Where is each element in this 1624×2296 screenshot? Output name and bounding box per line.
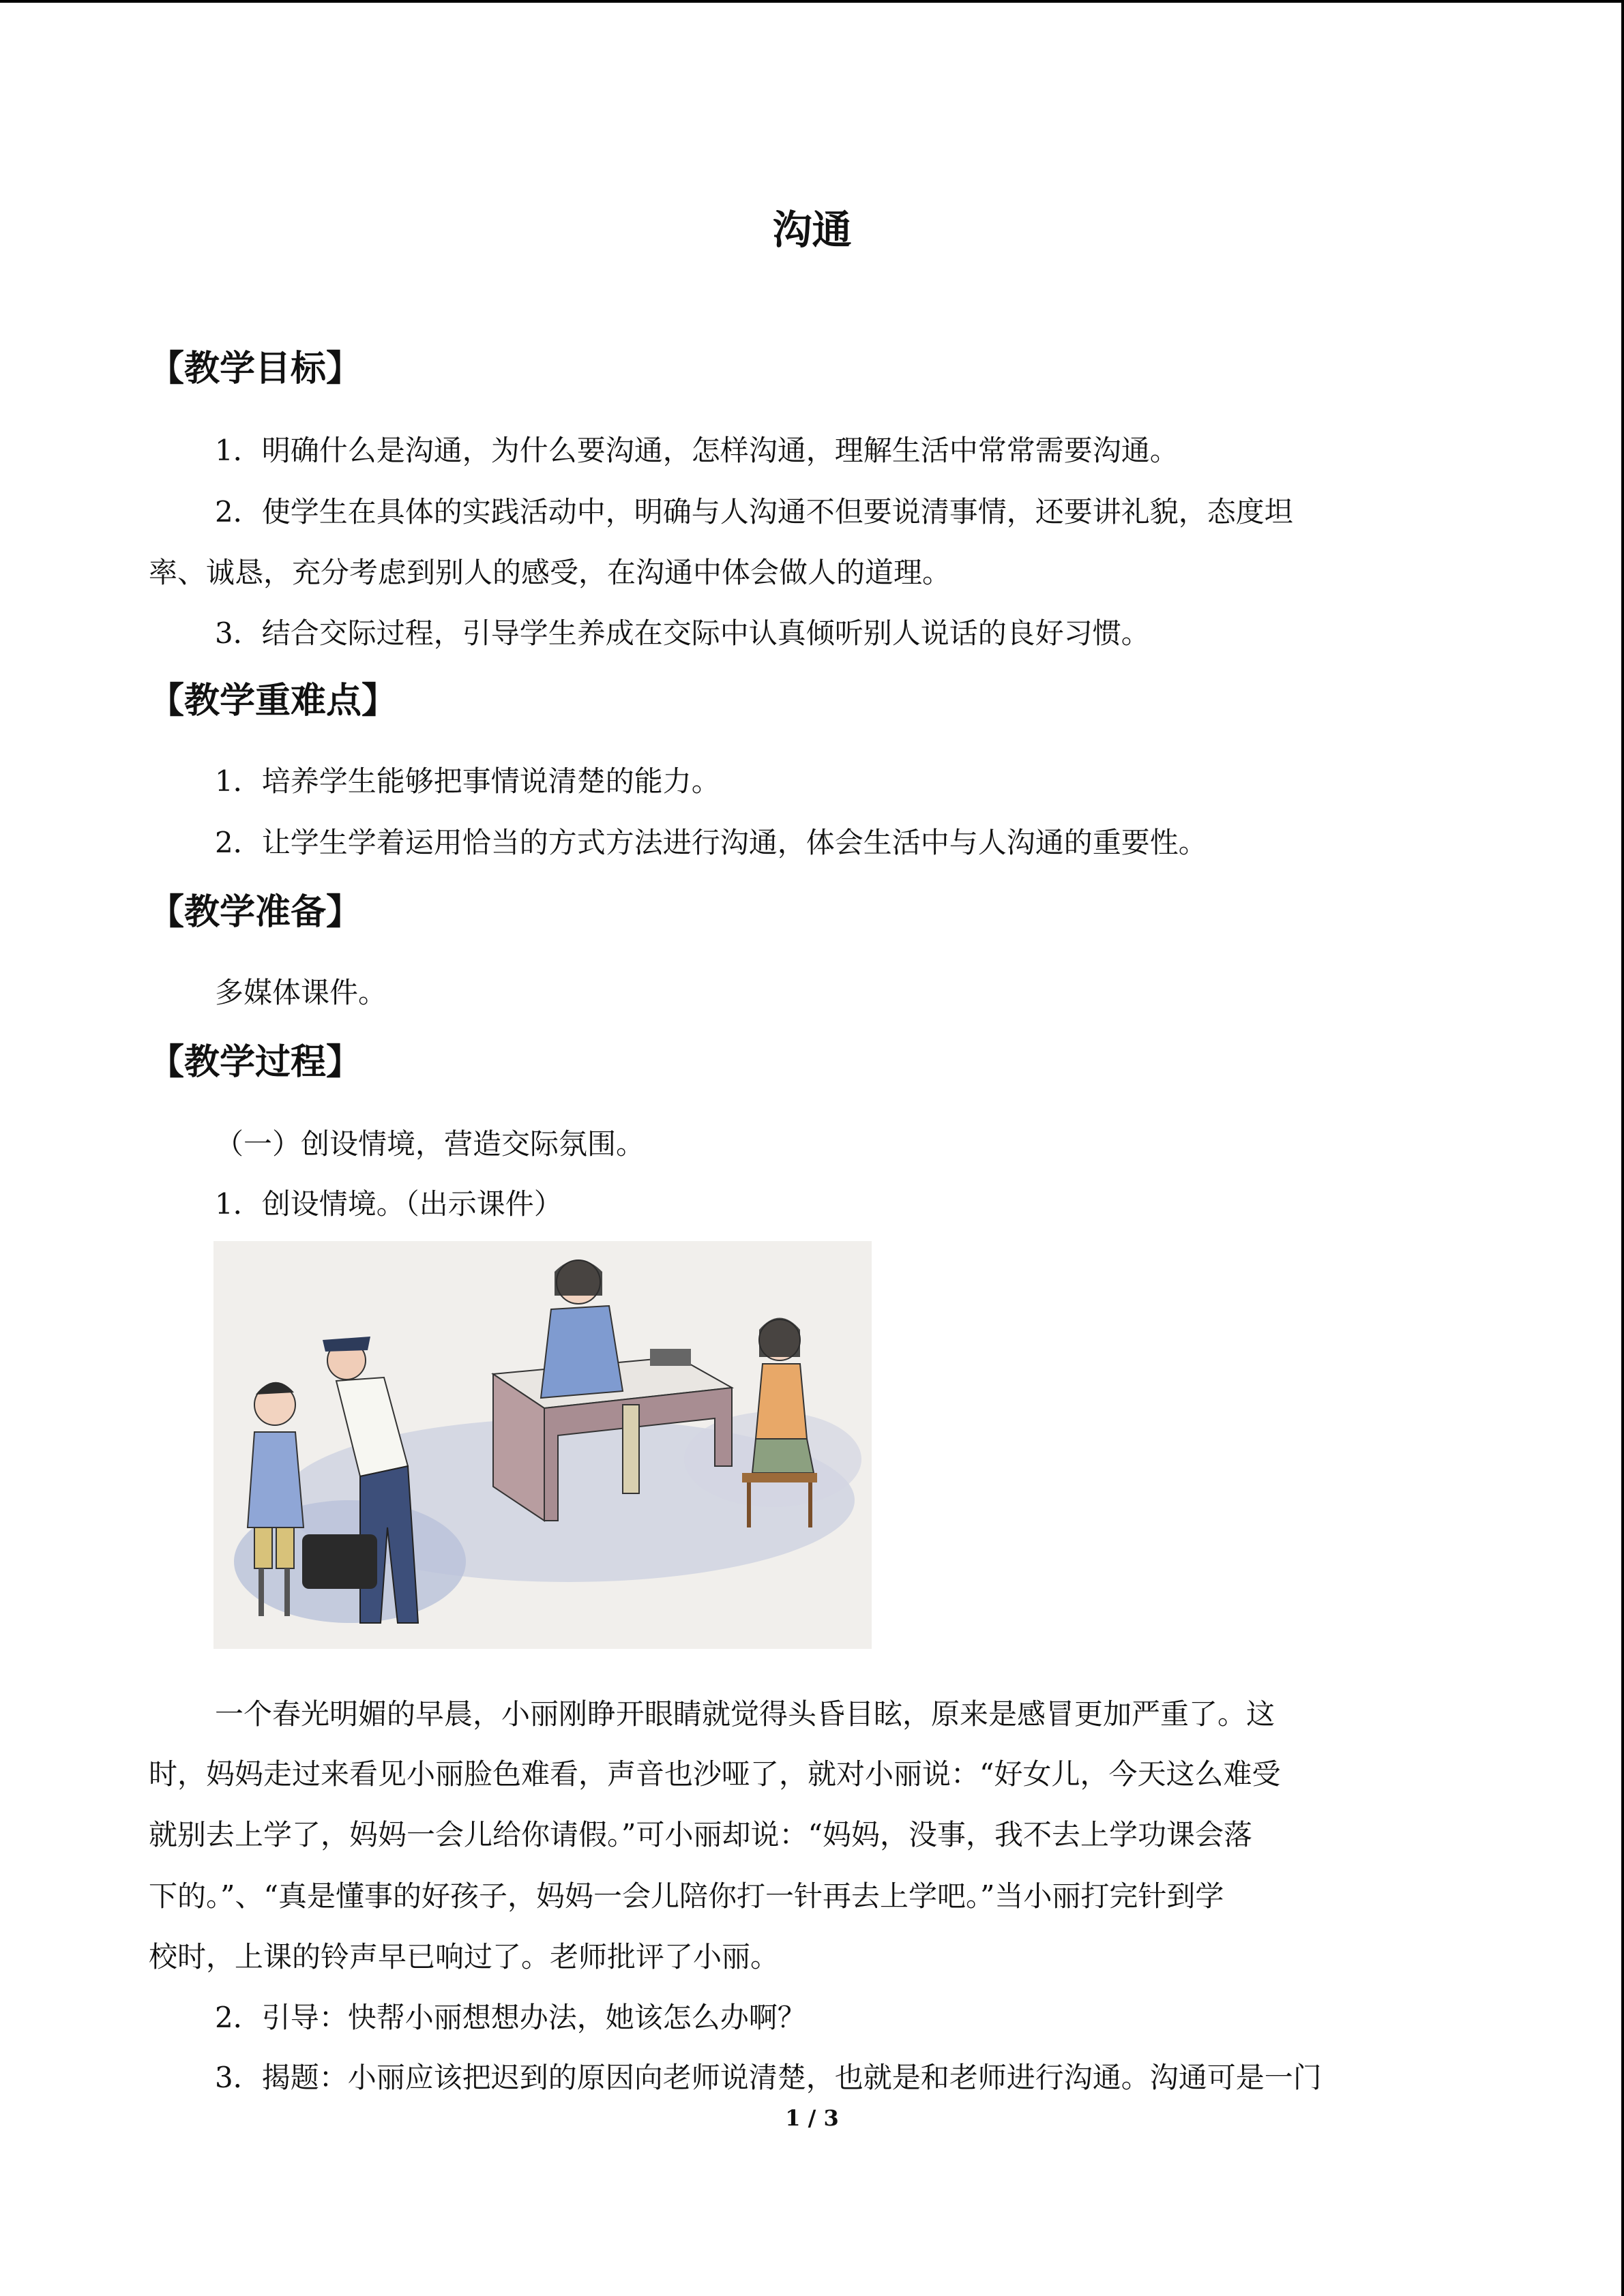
process-reveal: 3．揭题：小丽应该把迟到的原因向老师说清楚，也就是和老师进行沟通。沟通可是一门: [215, 2061, 1322, 2094]
goal-item-2: 2．使学生在具体的实践活动中，明确与人沟通不但要说清事情，还要讲礼貌，态度坦: [215, 495, 1293, 528]
keypoint-item-2: 2．让学生学着运用恰当的方式方法进行沟通，体会生活中与人沟通的重要性。: [215, 826, 1207, 859]
section-heading-keypoints: 【教学重难点】: [149, 681, 398, 721]
story-line-2: 时，妈妈走过来看见小丽脸色难看，声音也沙哑了，就对小丽说：“好女儿，今天这么难受: [149, 1757, 1281, 1791]
process-step-2: 1．创设情境。（出示课件）: [215, 1187, 563, 1221]
story-line-4: 下的。”、“真是懂事的好孩子，妈妈一会儿陪你打一针再去上学吧。”当小丽打完针到学: [149, 1879, 1224, 1913]
illustration-drawing: [213, 1241, 872, 1649]
page-title: 沟通: [772, 207, 852, 253]
goal-item-1: 1．明确什么是沟通，为什么要沟通，怎样沟通，理解生活中常常需要沟通。: [215, 434, 1179, 467]
process-guide: 2．引导：快帮小丽想想办法，她该怎么办啊？: [215, 2001, 806, 2034]
section-heading-goals: 【教学目标】: [149, 348, 362, 389]
section-heading-process: 【教学过程】: [149, 1042, 362, 1083]
classroom-illustration: [213, 1241, 872, 1649]
story-line-3: 就别去上学了，妈妈一会儿给你请假。”可小丽却说：“妈妈，没事，我不去上学功课会落: [149, 1818, 1252, 1851]
story-line-5: 校时，上课的铃声早已响过了。老师批评了小丽。: [149, 1940, 780, 1973]
goal-item-2-cont: 率、诚恳，充分考虑到别人的感受，在沟通中体会做人的道理。: [149, 556, 951, 589]
story-line-1: 一个春光明媚的早晨，小丽刚睁开眼睛就觉得头昏目眩，原来是感冒更加严重了。这: [215, 1697, 1275, 1731]
page-top-border: [0, 0, 1624, 3]
goal-item-3: 3．结合交际过程，引导学生养成在交际中认真倾听别人说话的良好习惯。: [215, 616, 1150, 650]
keypoint-item-1: 1．培养学生能够把事情说清楚的能力。: [215, 764, 720, 798]
process-step-1: （一）创设情境，营造交际氛围。: [215, 1127, 645, 1161]
section-heading-prep: 【教学准备】: [149, 892, 362, 933]
page-number: 1 / 3: [785, 2105, 839, 2131]
prep-item-1: 多媒体课件。: [215, 976, 387, 1009]
page-right-border: [1621, 0, 1624, 2296]
